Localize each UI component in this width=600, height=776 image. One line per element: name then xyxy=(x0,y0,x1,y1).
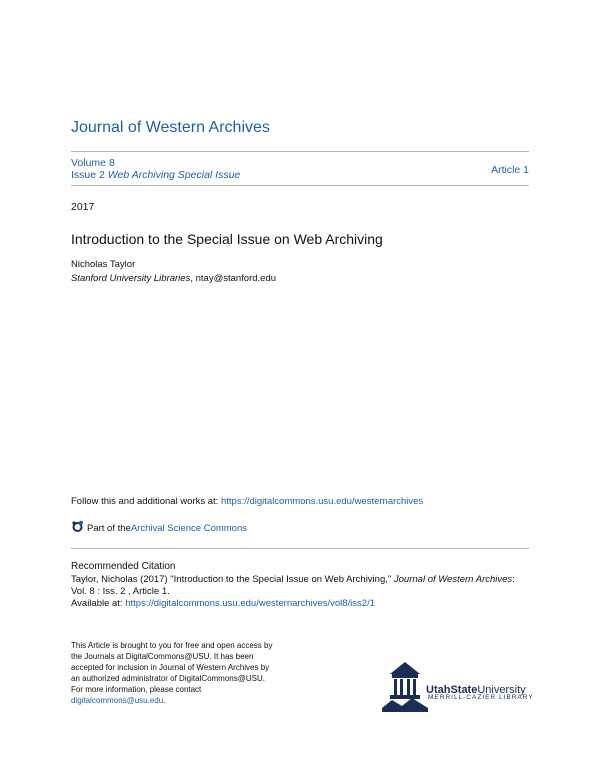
author-email: ntay@stanford.edu xyxy=(195,273,277,284)
citation-colon: : xyxy=(512,574,515,585)
archival-science-commons-link[interactable]: Archival Science Commons xyxy=(130,522,247,534)
follow-text: Follow this and additional works at: xyxy=(71,496,221,507)
citation-heading: Recommended Citation xyxy=(71,561,176,572)
issue-link[interactable] xyxy=(71,169,240,181)
article-url-link[interactable]: https://digitalcommons.usu.edu/westernarchives/vol8/iss2/1 xyxy=(125,598,375,609)
available-at: Available at: xyxy=(71,598,126,609)
citation-line-1 xyxy=(71,574,533,586)
notice-period: . xyxy=(163,696,166,705)
follow-link[interactable]: https://digitalcommons.usu.edu/westernarchives xyxy=(220,496,424,507)
author-affiliation xyxy=(71,273,276,284)
citation-line-3 xyxy=(71,598,533,610)
volume-link[interactable]: Volume 8 xyxy=(71,157,115,169)
notice-line-3: accepted for inclusion in Journal of Western Archives by xyxy=(71,663,270,672)
contact-email-link[interactable]: digitalcommons@usu.edu xyxy=(71,696,164,705)
commons-network-icon xyxy=(71,520,87,536)
article-number-link[interactable]: Article 1 xyxy=(491,164,529,176)
notice-line-1: This Article is brought to you for free and open access by xyxy=(71,641,273,650)
logo-name-light: University xyxy=(477,684,526,696)
affiliation-separator: , xyxy=(190,273,196,284)
notice-line-5: For more information, please contact xyxy=(71,685,202,694)
divider-issue xyxy=(71,185,529,186)
notice-line-6 xyxy=(71,695,311,706)
divider-top xyxy=(71,151,529,152)
publication-year: 2017 xyxy=(71,201,95,213)
issue-name: Web Archiving Special Issue xyxy=(107,169,241,181)
logo-name-bold: UtahState xyxy=(426,684,478,696)
citation-text: Taylor, Nicholas (2017) "Introduction to the Special Issue on Web Archiving," xyxy=(71,574,394,585)
notice-line-4: an authorized administrator of DigitalCommons@USU. xyxy=(71,674,265,683)
part-of-prefix: Part of the xyxy=(87,522,131,534)
usu-library-logo xyxy=(382,660,542,716)
citation-line-2: Vol. 8 : Iss. 2 , Article 1. xyxy=(71,586,170,597)
access-notice xyxy=(71,640,311,706)
citation-body xyxy=(71,574,533,610)
part-of-line xyxy=(71,520,247,536)
affiliation-name: Stanford University Libraries xyxy=(71,273,191,284)
library-building-logo xyxy=(382,660,428,716)
journal-title[interactable]: Journal of Western Archives xyxy=(71,119,270,136)
article-title: Introduction to the Special Issue on Web Archiving xyxy=(71,231,383,247)
divider-citation xyxy=(71,548,529,549)
logo-subtitle: MERRILL-CAZIER LIBRARY xyxy=(428,694,534,701)
author-name: Nicholas Taylor xyxy=(71,259,136,270)
follow-line xyxy=(71,496,423,507)
notice-line-2: the Journals at DigitalCommons@USU. It has been xyxy=(71,652,254,661)
citation-journal: Journal of Western Archives xyxy=(393,574,513,585)
issue-number: Issue 2 xyxy=(71,169,105,181)
